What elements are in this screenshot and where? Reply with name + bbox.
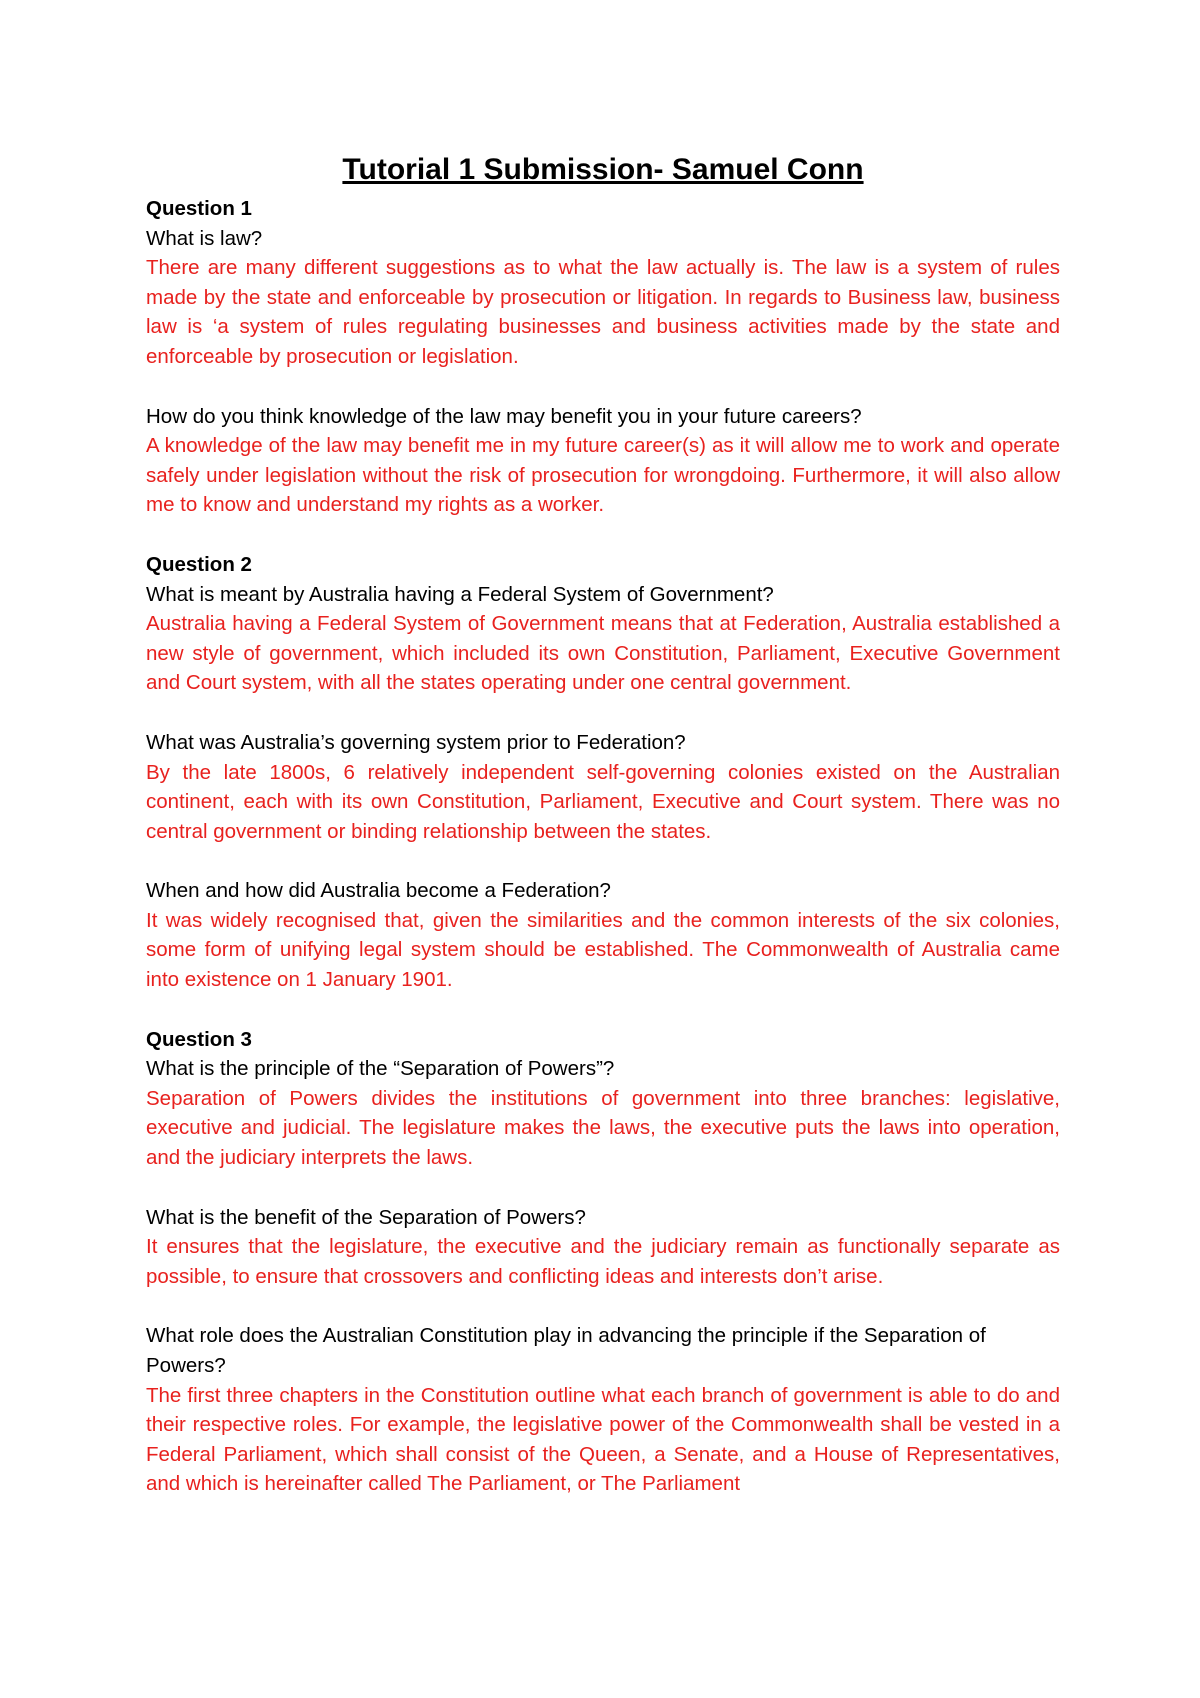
question-text: What is the benefit of the Separation of Powers? [146,1205,586,1229]
paragraph-gap [146,1291,1060,1321]
question-text: What was Australia’s governing system prior to Federation? [146,730,686,754]
section-heading-3: Question 3 [146,1027,252,1051]
answer-text: It was widely recognised that, given the similarities and the common interests of the six colonies, some form of unifying legal system should be established. The Commonwealth of Australia came into existence on 1 January 1901. [146,908,1060,992]
question-text: What role does the Australian Constitution play in advancing the principle if the Separation of Powers? [146,1324,986,1377]
question-text: What is law? [146,226,263,250]
answer-text: A knowledge of the law may benefit me in my future career(s) as it will allow me to work and operate safely under legislation without the risk of prosecution for wrongdoing. Furthermore, it will also allow me to know and understand my rights as a worker. [146,434,1060,517]
section-heading-2: Question 2 [146,552,252,576]
document-title: Tutorial 1 Submission- Samuel Conn [342,153,864,186]
paragraph-gap [146,846,1060,876]
paragraph-gap [146,995,1060,1025]
paragraph-gap [146,372,1060,402]
question-text: What is the principle of the “Separation of Powers”? [146,1057,615,1081]
paragraph-gap [146,1173,1060,1203]
answer-text: It ensures that the legislature, the executive and the judiciary remain as functionally separate as possible, to ensure that crossovers and conflicting ideas and interests don’t arise. [146,1235,1060,1288]
paragraph-gap [146,520,1060,550]
question-text: When and how did Australia become a Federation? [146,879,611,903]
answer-text: Australia having a Federal System of Government means that at Federation, Australia established a new style of government, which included its own Constitution, Parliament, Executive Government and Court system, with all the states operating under one central government. [146,612,1060,695]
answer-text: By the late 1800s, 6 relatively independent self-governing colonies existed on the Australian continent, each with its own Constitution, Parliament, Executive and Court system. There was no central government or binding relationship between the states. [146,760,1060,843]
document-body [146,152,1060,1499]
answer-text: The first three chapters in the Constitution outline what each branch of government is able to do and their respective roles. For example, the legislative power of the Commonwealth shall be vested in a Federal Parliament, which shall consist of the Queen, a Senate, and a House of Representatives, and which is hereinafter called The Parliament, or The Parliament [146,1383,1060,1496]
section-heading-1: Question 1 [146,197,252,220]
paragraph-gap [146,698,1060,728]
answer-text: Separation of Powers divides the institutions of government into three branches: legislative, executive and judicial. The legislature makes the laws, the executive puts the laws into operation, and the judiciary interprets the laws. [146,1086,1060,1170]
question-text: What is meant by Australia having a Federal System of Government? [146,582,774,606]
question-text: How do you think knowledge of the law may benefit you in your future careers? [146,404,862,428]
answer-text: There are many different suggestions as to what the law actually is. The law is a system of rules made by the state and enforceable by prosecution or litigation. In regards to Business law, business law is ‘a system of rules regulating businesses and business activities made by the state and enforceable by prosecution or legislation. [146,256,1060,368]
